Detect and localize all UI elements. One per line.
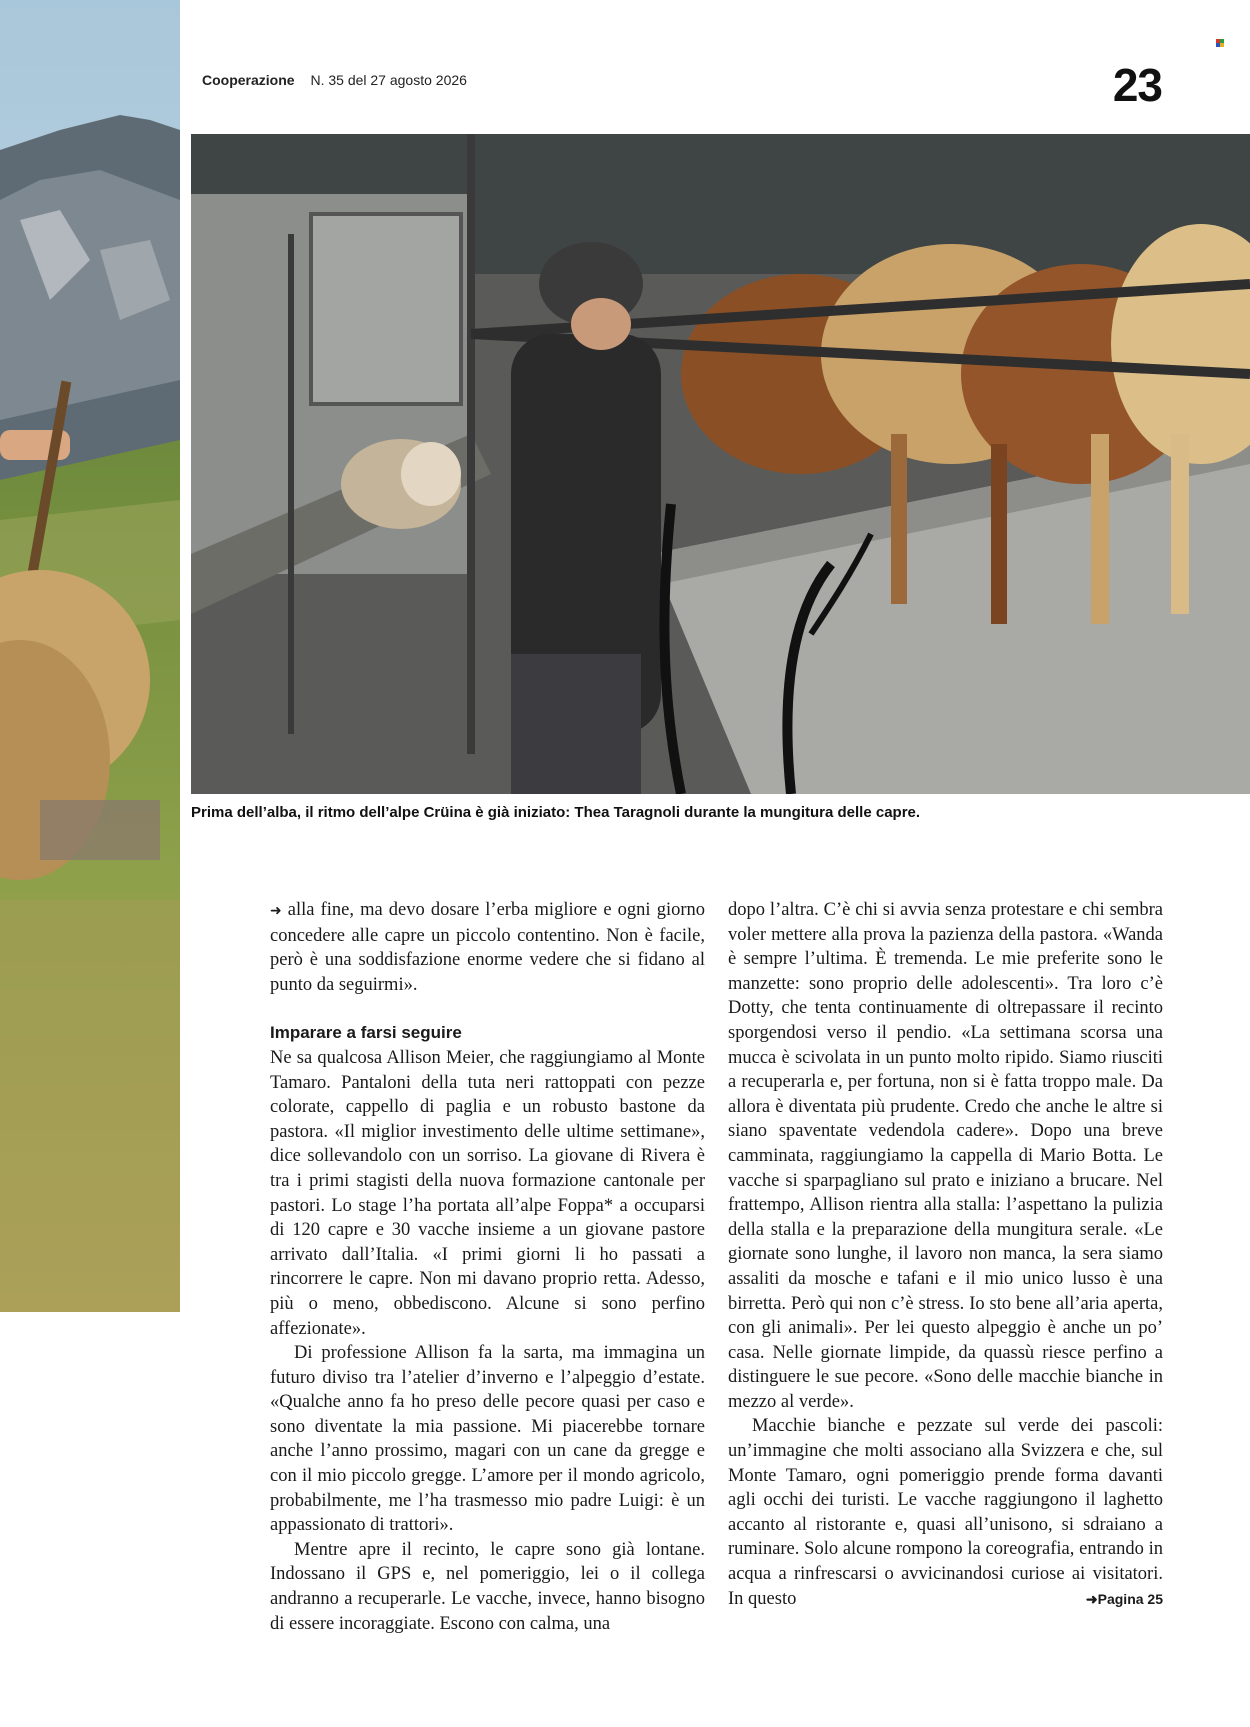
photo-caption: Prima dell’alba, il ritmo dell’alpe Crüina è già iniziato: Thea Taragnoli durante la mungitura delle capre. bbox=[191, 804, 921, 821]
left-photo bbox=[0, 0, 180, 1312]
page-number: 23 bbox=[1112, 59, 1162, 111]
article-paragraph: Di professione Allison fa la sarta, ma immagina un futuro diviso tra l’atelier d’inverno e l’alpeggio d’estate. «Qualche anno fa ho preso delle pecore quasi per caso e sono diventate la mia passione. Mi piacerebbe tornare anche l’anno prossimo, magari con un cane da gregge e con il mio piccolo gregge. L’amore per il mondo agricolo, probabilmente, me l’ha trasmesso mio padre Luigi: è un appassionato di trattori». bbox=[270, 1343, 705, 1536]
page-header bbox=[202, 72, 467, 88]
article-paragraph bbox=[270, 898, 705, 997]
color-mark-icon bbox=[1216, 34, 1226, 42]
article-column-2 bbox=[728, 898, 1163, 1611]
paragraph-text: alla fine, ma devo dosare l’erba migliore e ogni giorno concedere alle capre un piccolo contentino. Non è facile, però è una soddisfazione enorme vedere che si fidano al punto da seguirmi». bbox=[270, 900, 705, 995]
article-paragraph bbox=[728, 1414, 1163, 1611]
continue-link[interactable] bbox=[1062, 1587, 1163, 1612]
article-paragraph: Mentre apre il recinto, le capre sono già lontane. Indossano il GPS e, nel pomeriggio, lei o il collega andranno a recuperarle. Le vacche, invece, hanno bisogno di essere incoraggiate. Escono con calma, una bbox=[270, 1539, 705, 1634]
arrow-right-icon: ➜ bbox=[1085, 1590, 1098, 1607]
article-paragraph: Ne sa qualcosa Allison Meier, che raggiungiamo al Monte Tamaro. Pantaloni della tuta neri rattoppati con pezze colorate, cappello di paglia e un robusto bastone da pastora. «Il miglior investimento delle ultime settimane», dice sollevandolo con un sorriso. La giovane di Rivera è tra i primi stagisti della nuova formazione cantonale per pastori. Lo stage l’ha portata all’alpe Foppa* a occuparsi di 120 capre e 30 vacche insieme a un giovane pastore arrivato dall’Italia. «I primi giorni li ho passati a rincorrere le capre. Non mi davano proprio retta. Adesso, più o meno, obbediscono. Alcune si sono perfino affezionate». bbox=[270, 1047, 705, 1339]
continue-label: Pagina 25 bbox=[1097, 1590, 1163, 1607]
paragraph-text: Macchie bianche e pezzate sul verde dei pascoli: un’immagine che molti associano alla Svizzera e che, sul Monte Tamaro, ogni pomeriggio prende forma davanti agli occhi dei turisti. Le vacche raggiungono il laghetto accanto al ristorante e, quasi all’unisono, si sdraiano a ruminare. Solo alcune rompono la coreografia, entrando in acqua a rinfrescarsi o avvicinandosi curiose ai visitatori. In questo bbox=[728, 1416, 1163, 1609]
arrow-right-icon: ➜ bbox=[270, 903, 282, 919]
article-paragraph: dopo l’altra. C’è chi si avvia senza protestare e chi sembra voler mettere alla prova la pazienza della pastora. «Wanda è sempre l’ultima. È tremenda. Le mie preferite sono le manzette: sono proprio delle adolescenti». Tra loro c’è Dotty, che tenta continuamente di oltrepassare il recinto sporgendosi verso il pendio. «La settimana scorsa una mucca è scivolata in un punto molto ripido. Siamo riusciti a recuperarla e, per fortuna, non si è fatta troppo male. Da allora è diventata più prudente. Credo che anche le altre si siano spaventate vedendola cadere». Dopo una breve camminata, raggiungiamo la cappella di Mario Botta. Le vacche si sparpagliano sul prato e iniziano a brucare. Nel frattempo, Allison rientra alla stalla: l’aspettano la pulizia della stalla e la preparazione della mungitura serale. «Le giornate sono lunghe, il lavoro non manca, la sera siamo assaliti da mosche e tafani e il mio unico lusso è una birretta. Però qui non c’è stress. Io sto bene all’aria aperta, con gli animali». Per lei questo alpeggio è anche un po’ casa. Nelle giornate limpide, da quassù riesce perfino a distinguere le sue pecore. «Sono delle macchie bianche in mezzo al verde». bbox=[728, 900, 1163, 1412]
article-subheading: Imparare a farsi seguire bbox=[270, 1023, 462, 1043]
article-column-1 bbox=[270, 898, 705, 1636]
issue-info: N. 35 del 27 agosto 2026 bbox=[310, 72, 467, 88]
publication-name: Cooperazione bbox=[202, 72, 295, 88]
main-photo bbox=[191, 134, 1250, 794]
